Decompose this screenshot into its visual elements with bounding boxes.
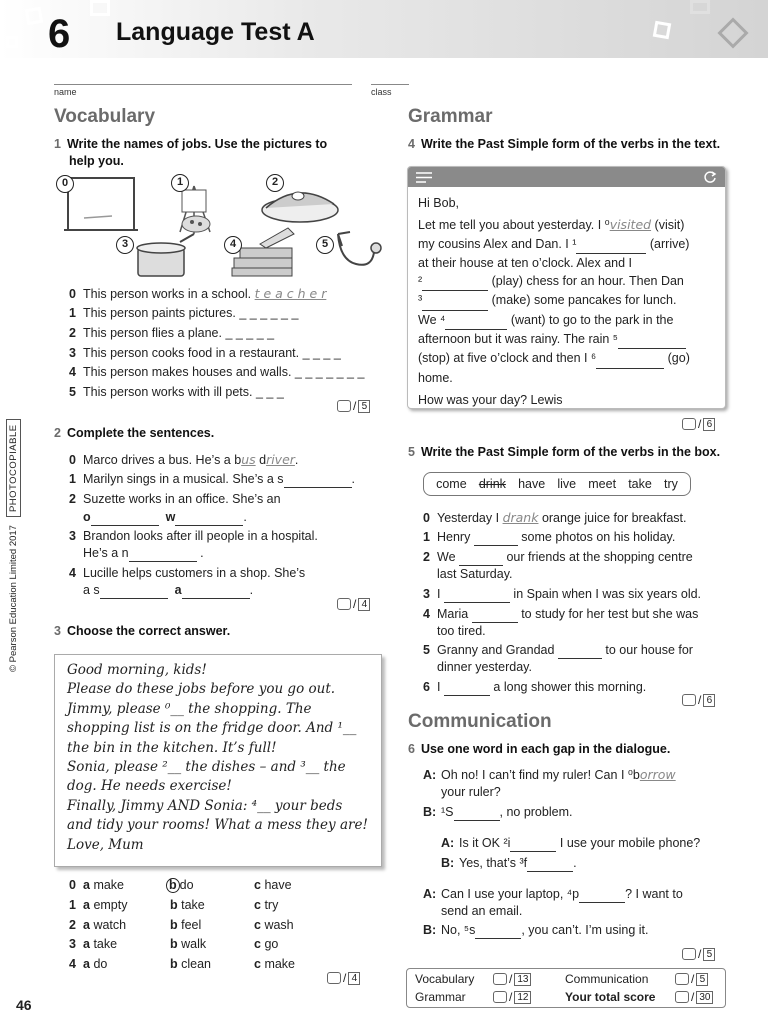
picture-number-0: 0 bbox=[56, 175, 74, 193]
score-box[interactable] bbox=[337, 598, 351, 610]
q4-blank-3[interactable] bbox=[422, 291, 488, 310]
q3-option-1c[interactable]: c try bbox=[254, 898, 279, 912]
page-title: Language Test A bbox=[116, 18, 315, 46]
picture-number-1: 1 bbox=[171, 174, 189, 192]
q5-item-6: 6 I a long shower this morning. bbox=[423, 680, 647, 694]
q2-item-2-line2: o w . bbox=[83, 510, 247, 524]
q3-score: / 4 bbox=[327, 971, 360, 985]
picture-number-5: 5 bbox=[316, 236, 334, 254]
q3-option-4b[interactable]: b clean bbox=[170, 957, 212, 971]
q3-option-row-4[interactable]: 4 a do bbox=[69, 957, 108, 971]
bricks-trowel-icon bbox=[232, 228, 294, 276]
email-body: Hi Bob, Let me tell you about yesterday. I ⁰visited (visit) my cousins Alex and Dan. I ¹ (arrive) at their house at ten o’clock. Alex and I ² (play) chess for an hour. Then Dan ³ (make) some pancakes for lunch. We ⁴ (want) to go to the park in the afternoon but it was rainy. The rain ⁵ (stop) at five o’clock and then I ⁶ (go) home. How was your day? Lewis bbox=[418, 196, 690, 407]
q4-blank-1[interactable] bbox=[576, 235, 646, 254]
q2-item-4: 4 Lucille helps customers in a shop. She’s bbox=[69, 566, 306, 580]
side-copyright: © Pearson Education Limited 2017PHOTOCOPIABLE bbox=[6, 419, 21, 672]
decor-square bbox=[690, 0, 710, 14]
q1-blank-1[interactable]: _ _ _ _ _ _ bbox=[239, 306, 299, 320]
q3-option-0c[interactable]: c have bbox=[254, 878, 292, 892]
q2-blank-4a[interactable] bbox=[100, 582, 168, 599]
score-box[interactable] bbox=[337, 400, 351, 412]
q5-item-5-line2: dinner yesterday. bbox=[437, 660, 532, 674]
picture-number-3: 3 bbox=[116, 236, 134, 254]
q6-blank-5[interactable] bbox=[475, 922, 521, 939]
score-box[interactable] bbox=[682, 948, 696, 960]
word: have bbox=[518, 477, 546, 491]
q2-item-2: 2 Suzette works in an office. She’s an bbox=[69, 492, 281, 506]
picture-number-2: 2 bbox=[266, 174, 284, 192]
word-box bbox=[423, 472, 691, 496]
score-box[interactable] bbox=[327, 972, 341, 984]
q6-line-0: A: Oh no! I can’t find my ruler! Can I ⁰borrow bbox=[423, 767, 676, 782]
q1-answer-0: t e a c h e r bbox=[254, 286, 327, 301]
score-box[interactable] bbox=[675, 991, 689, 1003]
word: live bbox=[557, 477, 577, 491]
score-box[interactable] bbox=[493, 991, 507, 1003]
q5-blank-4[interactable] bbox=[472, 606, 518, 623]
q6-blank-4[interactable] bbox=[579, 886, 625, 903]
q5-blank-2[interactable] bbox=[459, 549, 503, 566]
q2-item-3-line2: He’s a n . bbox=[83, 546, 204, 560]
score-box[interactable] bbox=[675, 973, 689, 985]
q5-item-2: 2 We our friends at the shopping centre bbox=[423, 550, 693, 564]
q2-blank-2b[interactable] bbox=[175, 509, 243, 526]
word-crossed: drink bbox=[478, 477, 506, 491]
total-grammar: Grammar / 12 bbox=[415, 990, 531, 1004]
q3-instruction: 3 Choose the correct answer. bbox=[54, 624, 231, 638]
class-label: class bbox=[371, 87, 392, 97]
q6-line-5: B: No, ⁵s , you can’t. I’m using it. bbox=[423, 923, 649, 937]
q3-option-2c[interactable]: c wash bbox=[254, 918, 294, 932]
decor-square bbox=[25, 7, 44, 26]
q1-instruction: 1 Write the names of jobs. Use the pictures to help you. bbox=[54, 137, 328, 168]
total-vocabulary: Vocabulary / 13 bbox=[415, 972, 531, 986]
picture-number-4: 4 bbox=[224, 236, 242, 254]
section-communication-heading: Communication bbox=[408, 711, 552, 732]
q4-answer-0: visited bbox=[609, 217, 652, 233]
section-grammar-heading: Grammar bbox=[408, 106, 493, 127]
q4-score: / 6 bbox=[682, 417, 715, 431]
q5-item-3: 3 I in Spain when I was six years old. bbox=[423, 587, 702, 601]
score-box[interactable] bbox=[682, 694, 696, 706]
q1-blank-5[interactable]: _ _ _ bbox=[256, 385, 284, 399]
q5-item-4: 4 Maria to study for her test but she was bbox=[423, 607, 699, 621]
q3-option-1b[interactable]: b take bbox=[170, 898, 205, 912]
q6-score: / 5 bbox=[682, 947, 715, 961]
refresh-icon[interactable] bbox=[703, 170, 717, 184]
word: try bbox=[664, 477, 678, 491]
q4-instruction: 4 Write the Past Simple form of the verbs in the text. bbox=[408, 137, 721, 151]
whiteboard-icon bbox=[64, 178, 138, 230]
q1-score: / 5 bbox=[337, 399, 370, 413]
answer-circle: b bbox=[166, 878, 180, 893]
q5-score: / 6 bbox=[682, 693, 715, 707]
q6-line-4: A: Can I use your laptop, ⁴p ? I want to bbox=[423, 887, 683, 901]
q3-option-3c[interactable]: c go bbox=[254, 937, 279, 951]
name-label: name bbox=[54, 87, 77, 97]
q3-option-row-0: 0 a make bbox=[69, 878, 125, 892]
q2-item-4-line2: a s a . bbox=[83, 583, 254, 597]
q5-item-5: 5 Granny and Grandad to our house for bbox=[423, 643, 693, 657]
job-pictures bbox=[54, 172, 384, 282]
total-score-box bbox=[406, 968, 726, 1008]
q1-item-1: 1 This person paints pictures. _ _ _ _ _ _ bbox=[69, 306, 299, 320]
cooking-pot-icon bbox=[137, 234, 194, 276]
unit-number: 6 bbox=[48, 12, 71, 56]
section-vocabulary-heading: Vocabulary bbox=[54, 106, 156, 127]
q6-blank-1[interactable] bbox=[454, 804, 500, 821]
decor-square bbox=[90, 0, 110, 16]
q6-line-3: B: Yes, that’s ³f . bbox=[441, 856, 577, 870]
total-communication: Communication / 5 bbox=[565, 972, 708, 986]
easel-icon bbox=[180, 186, 210, 234]
email-title-bar bbox=[408, 167, 725, 187]
q6-blank-2[interactable] bbox=[510, 835, 556, 852]
q2-item-0: 0 Marco drives a bus. He’s a bus driver. bbox=[69, 452, 299, 467]
q2-item-1: 1 Marilyn sings in a musical. She’s a s . bbox=[69, 472, 356, 486]
decor-square bbox=[6, 36, 18, 48]
q4-blank-6[interactable] bbox=[596, 349, 664, 368]
q4-blank-4[interactable] bbox=[445, 311, 507, 330]
q1-blank-2[interactable]: _ _ _ _ _ bbox=[225, 326, 275, 340]
photocopiable-tag: PHOTOCOPIABLE bbox=[6, 419, 21, 517]
q2-blank-3[interactable] bbox=[129, 545, 197, 562]
q5-item-0: 0 Yesterday I drank orange juice for breakfast. bbox=[423, 510, 687, 525]
q1-item-3: 3 This person cooks food in a restaurant. _ _ _ _ bbox=[69, 346, 341, 360]
q3-option-row-2[interactable]: 2 a watch bbox=[69, 918, 127, 932]
q4-blank-2[interactable] bbox=[422, 272, 488, 291]
q1-item-4: 4 This person makes houses and walls. _ _ _ _ _ _ _ bbox=[69, 365, 365, 379]
stethoscope-icon bbox=[338, 232, 381, 265]
word: come bbox=[436, 477, 467, 491]
q4-blank-5[interactable] bbox=[618, 330, 686, 349]
word: take bbox=[628, 477, 652, 491]
q5-instruction: 5 Write the Past Simple form of the verbs in the box. bbox=[408, 445, 721, 459]
q1-blank-3[interactable]: _ _ _ _ bbox=[302, 346, 341, 360]
q6-line-0-cont: your ruler? bbox=[441, 785, 501, 799]
menu-icon[interactable] bbox=[416, 172, 432, 183]
q1-item-5: 5 This person works with ill pets. _ _ _ bbox=[69, 385, 284, 399]
q5-blank-5[interactable] bbox=[558, 642, 602, 659]
q5-item-1: 1 Henry some photos on his holiday. bbox=[423, 530, 676, 544]
pilot-cap-icon bbox=[262, 192, 338, 222]
q2-blank-4b[interactable] bbox=[182, 582, 250, 599]
q2-blank-1[interactable] bbox=[284, 471, 352, 488]
name-line[interactable] bbox=[54, 84, 352, 85]
q6-blank-3[interactable] bbox=[527, 855, 573, 872]
q5-blank-3[interactable] bbox=[444, 586, 510, 603]
q1-blank-4[interactable]: _ _ _ _ _ _ _ bbox=[294, 365, 365, 379]
total-overall: Your total score / 30 bbox=[565, 990, 713, 1004]
word: meet bbox=[588, 477, 617, 491]
q3-option-3b[interactable]: b walk bbox=[170, 937, 207, 951]
score-box[interactable] bbox=[682, 418, 696, 430]
q2-score: / 4 bbox=[337, 597, 370, 611]
q2-blank-2a[interactable] bbox=[91, 509, 159, 526]
q6-line-2: A: Is it OK ²i I use your mobile phone? bbox=[441, 836, 701, 850]
q3-option-row-1[interactable]: 1 a empty bbox=[69, 898, 128, 912]
q5-blank-1[interactable] bbox=[474, 529, 518, 546]
q5-blank-6[interactable] bbox=[444, 679, 490, 696]
q2-instruction: 2 Complete the sentences. bbox=[54, 426, 215, 440]
decor-square bbox=[653, 21, 672, 40]
q3-option-4c[interactable]: c make bbox=[254, 957, 296, 971]
q1-item-0: 0 This person works in a school. t e a c h e r bbox=[69, 286, 327, 301]
q6-line-4-cont: send an email. bbox=[441, 904, 523, 918]
q3-option-0b[interactable]: b do bbox=[166, 877, 194, 893]
q2-item-3: 3 Brandon looks after ill people in a hospital. bbox=[69, 529, 318, 543]
q3-option-row-3[interactable]: 3 a take bbox=[69, 937, 118, 951]
mum-letter-note: Good morning, kids! Please do these jobs before you go out. Jimmy, please ⁰__ the shopping. The shopping list is on the fridge door. And ¹__ the bin in the kitchen. It’s full! Sonia, please ²__ the dishes – and ³__ the dog. He needs exercise! Finally, Jimmy AND Sonia: ⁴__ your beds and tidy your rooms! What a mess they are! Love, Mum bbox=[54, 654, 382, 867]
q6-instruction: 6 Use one word in each gap in the dialogue. bbox=[408, 742, 671, 756]
email-message-box bbox=[407, 166, 726, 409]
score-box[interactable] bbox=[493, 973, 507, 985]
page-number: 46 bbox=[16, 997, 32, 1013]
q3-option-2b[interactable]: b feel bbox=[170, 918, 202, 932]
q6-line-1: B: ¹S , no problem. bbox=[423, 805, 573, 819]
q1-item-2: 2 This person flies a plane. _ _ _ _ _ bbox=[69, 326, 275, 340]
q5-item-2-line2: last Saturday. bbox=[437, 567, 513, 581]
q5-item-4-line2: too tired. bbox=[437, 624, 486, 638]
class-line[interactable] bbox=[371, 84, 409, 85]
